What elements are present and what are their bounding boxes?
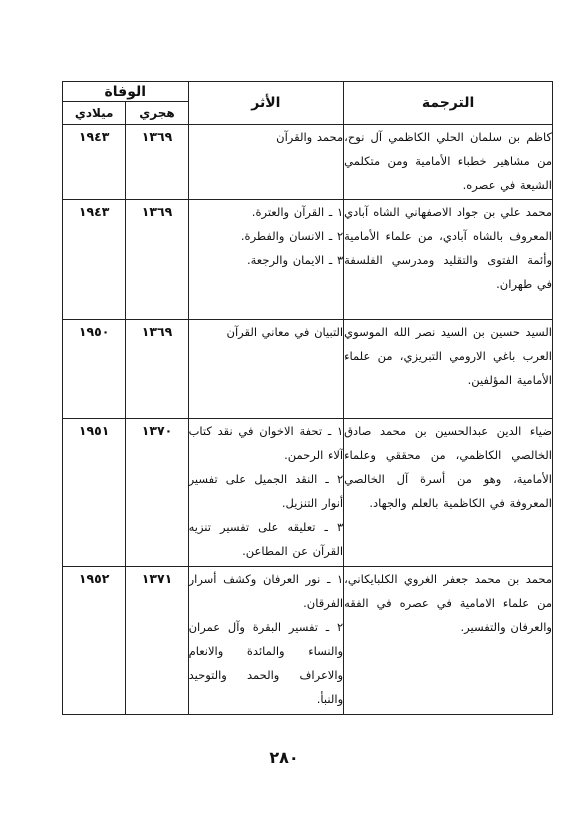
work-item: ٢ ـ تفسير البقرة وآل عمران والنساء والمائدة والانعام والاعراف والحمد والتوحيد والنبأ. — [188, 619, 344, 706]
gregorian-year: ١٩٤٣ — [63, 125, 126, 200]
gregorian-year: ١٩٥١ — [63, 418, 126, 566]
header-death: الوفاة — [63, 82, 189, 102]
header-works: الأثر — [188, 82, 344, 125]
works-cell — [188, 566, 344, 714]
work-item: ١ ـ القرآن والعترة. — [251, 204, 344, 219]
table-row — [63, 566, 553, 714]
work-item: ٣ ـ تعليقه على تفسير تنزيه القرآن عن المطاعن. — [188, 519, 344, 558]
gregorian-year: ١٩٥٢ — [63, 566, 126, 714]
gregorian-year: ١٩٤٣ — [63, 199, 126, 319]
works-cell — [188, 199, 344, 319]
works-cell — [188, 125, 344, 200]
work-item: ١ ـ نور العرفان وكشف أسرار الفرقان. — [188, 571, 344, 610]
work-item: ٢ ـ الانسان والفطرة. — [240, 228, 344, 243]
works-cell — [188, 319, 344, 418]
page-number: ٢٨٠ — [269, 748, 299, 767]
translation-cell: كاظم بن سلمان الحلي الكاظمي آل نوح، من مشاهير خطباء الأمامية ومن متكلمي الشيعة في عصره. — [344, 125, 553, 200]
table-row — [63, 418, 553, 566]
translation-cell: محمد بن محمد جعفر الغروي الكلبايكاني، من علماء الامامية في عصره في الفقه والعرفان والتفسير. — [344, 566, 553, 714]
work-item: ١ ـ تحفة الاخوان في نقد كتاب آلاء الرحمن. — [188, 423, 344, 462]
translation-cell: محمد علي بن جواد الاصفهاني الشاه آبادي المعروف بالشاه آبادي، من علماء الأمامية وأئمة الفتوى والتقليد ومدرسي الفلسفة في طهران. — [344, 199, 553, 319]
hijri-year: ١٣٦٩ — [126, 125, 188, 200]
hijri-year: ١٣٦٩ — [126, 199, 188, 319]
table-row — [63, 319, 553, 418]
translation-cell: ضياء الدين عبدالحسين بن محمد صادق الخالصي الكاظمي، من محققي وعلماء الأمامية، وهو من أسرة آل الخالصي المعروفة في الكاظمية بالعلم والجهاد. — [344, 418, 553, 566]
header-gregorian: ميلادي — [63, 102, 126, 125]
work-item: التبيان في معاني القرآن — [226, 324, 344, 339]
biography-table — [62, 81, 553, 715]
gregorian-year: ١٩٥٠ — [63, 319, 126, 418]
work-item: ٣ ـ الايمان والرجعة. — [246, 252, 344, 267]
work-item: محمد والقرآن — [276, 130, 344, 144]
table-row — [63, 199, 553, 319]
hijri-year: ١٣٦٩ — [126, 319, 188, 418]
work-item: ٢ ـ النقد الجميل على تفسير أنوار التنزيل. — [188, 471, 344, 510]
table-row — [63, 125, 553, 200]
works-cell — [188, 418, 344, 566]
header-hijri: هجري — [126, 102, 188, 125]
hijri-year: ١٣٧١ — [126, 566, 188, 714]
header-translation: الترجمة — [344, 82, 553, 125]
translation-cell: السيد حسين بن السيد نصر الله الموسوي العرب باغي الارومي التبريزي، من علماء الأمامية المؤلفين. — [344, 319, 553, 418]
hijri-year: ١٣٧٠ — [126, 418, 188, 566]
